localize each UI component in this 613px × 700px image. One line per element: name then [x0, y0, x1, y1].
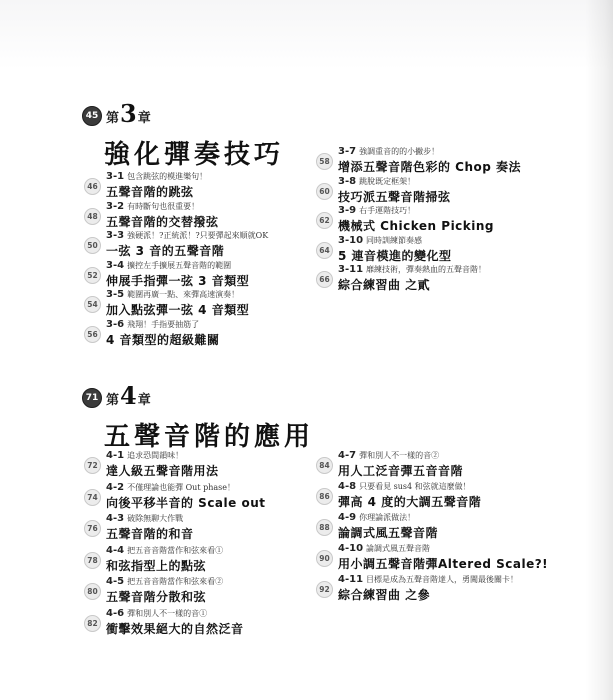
page-number-badge: 62: [316, 212, 333, 229]
entry-subtitle: [338, 544, 430, 554]
section-note: 飛翔！手指要抽筋了: [127, 319, 200, 329]
section-title: 衝擊效果絕大的自然泛音: [106, 621, 244, 636]
section-title: 用人工泛音彈五音音階: [338, 464, 464, 478]
toc-entry[interactable]: [316, 265, 551, 295]
toc-entry[interactable]: [84, 172, 319, 202]
section-number: 4-4: [106, 544, 125, 556]
toc-entry[interactable]: [84, 202, 319, 232]
page-number-badge: 72: [84, 457, 101, 474]
entry-subtitle: [106, 261, 231, 271]
section-note: 同時訓練節奏感: [366, 235, 423, 245]
section-number: 4-10: [338, 543, 364, 554]
section-number: 3-11: [338, 264, 364, 275]
entry-subtitle: [106, 231, 268, 241]
entry-subtitle: [338, 513, 415, 523]
section-note: 範圍再廣一點、來彈高速演奏！: [127, 290, 240, 299]
section-title: 五聲音階的和音: [106, 527, 194, 541]
entry-subtitle: [338, 206, 415, 216]
toc-entry[interactable]: [316, 451, 551, 481]
toc-entry[interactable]: [316, 206, 551, 236]
page-number-badge: 64: [316, 242, 333, 259]
toc-entry[interactable]: [316, 236, 551, 266]
toc-entry[interactable]: [84, 514, 319, 544]
page-number-badge: 84: [316, 457, 333, 474]
toc-entry[interactable]: [84, 609, 319, 639]
entry-subtitle: [338, 236, 422, 246]
section-number: 3-3: [106, 230, 125, 241]
page-number-badge: 56: [84, 326, 101, 343]
section-number: 3-5: [106, 289, 125, 300]
section-title: 彈高 4 度的大調五聲音階: [338, 495, 482, 509]
toc-entry[interactable]: [84, 483, 319, 513]
section-note: 彈和別人不一樣的音②: [359, 451, 440, 460]
section-number: 3-6: [106, 318, 125, 330]
toc-entry[interactable]: [84, 261, 319, 291]
section-number: 3-9: [338, 205, 357, 216]
section-note: 把五音音階當作和弦來看①: [127, 545, 224, 555]
section-number: 4-6: [106, 607, 125, 619]
page-number-badge: 76: [84, 520, 101, 537]
page-number-badge: 86: [316, 488, 333, 505]
section-title: 5 連音模進的變化型: [338, 248, 452, 263]
section-note: 破除無聊大作戰: [127, 514, 184, 523]
toc-entry[interactable]: [84, 546, 319, 576]
section-title: 機械式 Chicken Picking: [338, 219, 495, 233]
toc-entry[interactable]: [84, 577, 319, 607]
book-spine-shadow: [585, 0, 613, 700]
entry-subtitle: [106, 483, 235, 493]
toc-entry[interactable]: [316, 544, 551, 574]
toc-entry[interactable]: [84, 290, 319, 320]
entry-subtitle: [338, 147, 439, 157]
section-number: 4-5: [106, 576, 125, 587]
entry-subtitle: [106, 451, 183, 461]
toc-entry[interactable]: [316, 147, 551, 177]
section-note: 有時斷句也很重要！: [127, 201, 200, 211]
chapter-4-page-number: 71: [82, 388, 102, 408]
toc-entry[interactable]: [316, 513, 551, 543]
section-title: 論調式風五聲音階: [338, 526, 439, 540]
entry-subtitle: [106, 577, 223, 587]
section-title: 增添五聲音階色彩的 Chop 奏法: [338, 160, 522, 174]
section-number: 3-4: [106, 259, 125, 271]
section-title: 用小調五聲音階彈Altered Scale?!: [338, 557, 549, 571]
page-number-badge: 88: [316, 519, 333, 536]
toc-entry[interactable]: [316, 177, 551, 207]
page-number-badge: 58: [316, 153, 333, 170]
page-number-badge: 80: [84, 583, 101, 600]
page-number-badge: 60: [316, 183, 333, 200]
page-number-badge: 74: [84, 489, 101, 506]
section-note: 追求恐間韻味！: [127, 451, 184, 460]
section-title: 五聲音階分散和弦: [106, 590, 207, 604]
page-number-badge: 90: [316, 550, 333, 567]
section-title: 達人級五聲音階用法: [106, 464, 219, 478]
section-note: 彈和別人不一樣的音①: [127, 608, 208, 618]
section-title: 綜合練習曲 之參: [338, 588, 431, 602]
section-note: 跳脫既定框架！: [359, 176, 416, 186]
section-number: 4-11: [338, 574, 364, 585]
section-title: 4 音類型的超級難關: [106, 332, 220, 347]
entry-subtitle: [338, 575, 518, 585]
page-number-badge: 92: [316, 581, 333, 598]
section-number: 3-2: [106, 200, 125, 212]
chapter-3-label: 第 3 章: [106, 99, 151, 128]
section-number: 4-9: [338, 512, 357, 523]
section-note: 強硬派！?正統派！?只要彈起來順就OK: [127, 231, 269, 240]
section-note: 你理論派做法！: [359, 513, 416, 522]
toc-entry[interactable]: [316, 575, 551, 605]
section-title: 五聲音階的跳弦: [106, 185, 194, 199]
entry-subtitle: [338, 482, 471, 492]
chapter-4-label: 第 4 章: [106, 381, 151, 410]
section-title: 和弦指型上的點弦: [106, 558, 207, 573]
section-note: 只要看見 sus4 和弦就這麼做！: [359, 482, 471, 491]
section-number: 3-10: [338, 234, 364, 246]
section-number: 3-1: [106, 171, 125, 182]
chapter-3-page-number: 45: [82, 106, 102, 126]
entry-subtitle: [338, 177, 415, 187]
section-note: 右手運階技巧！: [359, 206, 416, 215]
section-note: 強調重音的的小撇步！: [359, 147, 440, 156]
section-number: 4-8: [338, 481, 357, 492]
toc-entry[interactable]: [84, 451, 319, 481]
entry-subtitle: [338, 451, 439, 461]
section-title: 技巧派五聲音階掃弦: [338, 189, 451, 204]
entry-subtitle: [106, 172, 207, 182]
section-note: 論調式風五聲音階: [366, 544, 431, 553]
page-number-badge: 66: [316, 271, 333, 288]
chapter-3-title: 強化彈奏技巧: [104, 140, 285, 170]
entry-subtitle: [106, 546, 223, 556]
page-number-badge: 54: [84, 296, 101, 313]
section-note: 目標是成為五聲音階達人，勇闖最後關卡！: [366, 575, 519, 584]
toc-entry[interactable]: [316, 482, 551, 512]
chapter-4-title: 五聲音階的應用: [104, 422, 315, 452]
page-number-badge: 82: [84, 615, 101, 632]
toc-entry[interactable]: [84, 320, 319, 350]
page-number-badge: 48: [84, 208, 101, 225]
section-title: 五聲音階的交替撥弦: [106, 214, 219, 229]
page-number-badge: 52: [84, 267, 101, 284]
section-number: 4-1: [106, 450, 125, 461]
section-number: 3-8: [338, 175, 357, 187]
page-number-badge: 46: [84, 178, 101, 195]
section-number: 4-2: [106, 481, 125, 493]
section-title: 一弦 3 音的五聲音階: [106, 244, 225, 258]
section-title: 伸展手指彈一弦 3 音類型: [106, 273, 250, 288]
section-number: 3-7: [338, 146, 357, 157]
section-note: 包含跳弦的模進樂句！: [127, 172, 208, 181]
section-title: 向後平移半音的 Scale out: [106, 495, 266, 510]
page-number-badge: 78: [84, 552, 101, 569]
page-number-badge: 50: [84, 237, 101, 254]
section-note: 不僅理論也能彈 Out phase！: [127, 482, 235, 492]
section-number: 4-3: [106, 513, 125, 524]
section-title: 加入點弦彈一弦 4 音類型: [106, 303, 250, 317]
section-note: 靡練技術，彈奏熱血的五聲音階！: [366, 265, 487, 274]
section-number: 4-7: [338, 450, 357, 461]
section-note: 把五音音階當作和弦來看②: [127, 577, 224, 586]
entry-subtitle: [106, 290, 239, 300]
section-note: 擴控左手擴展五聲音階的範圍: [127, 260, 232, 270]
toc-entry[interactable]: [84, 231, 319, 261]
entry-subtitle: [106, 514, 183, 524]
section-title: 綜合練習曲 之貳: [338, 278, 431, 292]
entry-subtitle: [106, 609, 207, 619]
entry-subtitle: [106, 320, 199, 330]
entry-subtitle: [106, 202, 199, 212]
entry-subtitle: [338, 265, 486, 275]
